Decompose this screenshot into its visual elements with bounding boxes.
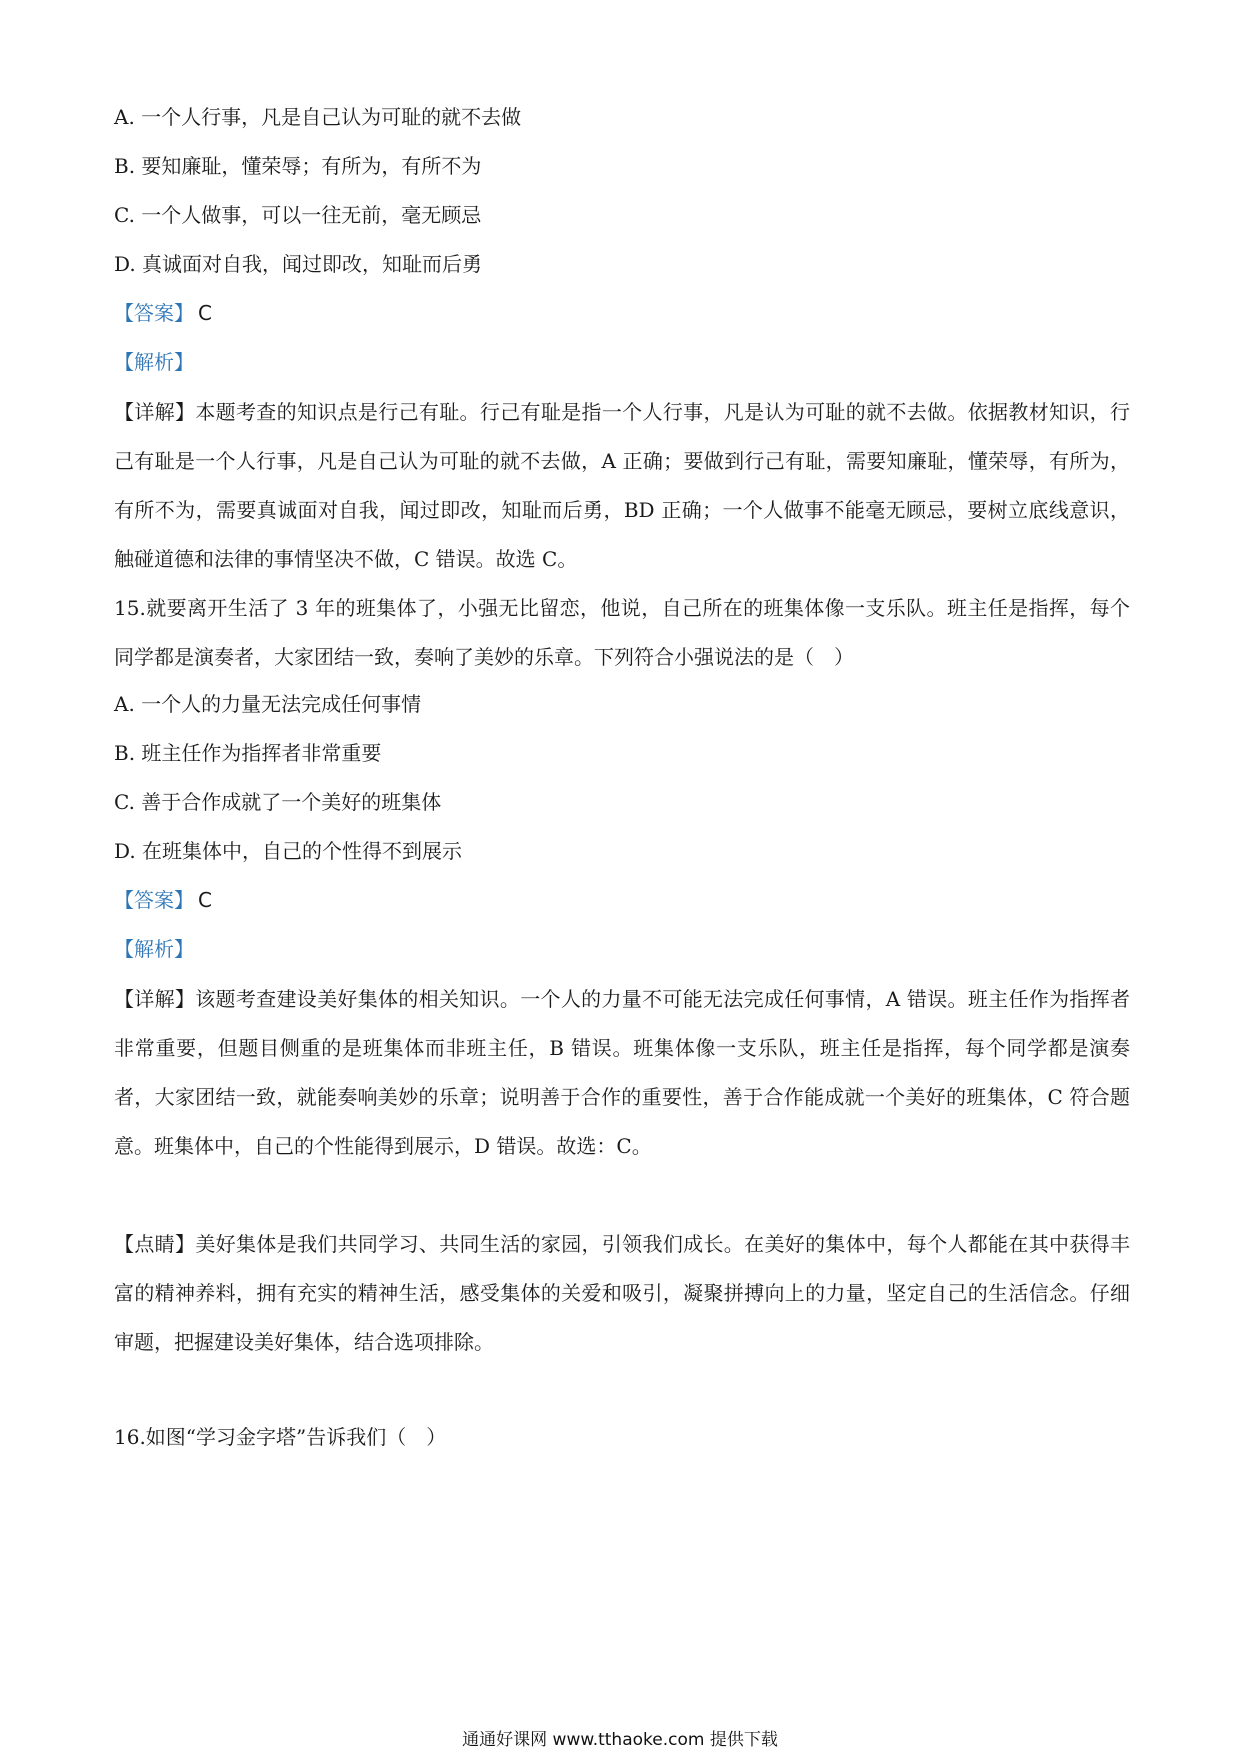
q15-answer-tag: 【答案】	[114, 888, 194, 912]
q14-option-d: D. 真诚面对自我，闻过即改，知耻而后勇	[114, 252, 483, 276]
q14-option-c: C. 一个人做事，可以一往无前，毫无顾忌	[114, 203, 482, 227]
q14-detail	[114, 388, 1130, 584]
q14-option-a: A. 一个人行事，凡是自己认为可耻的就不去做	[114, 105, 522, 129]
q15-detail-tag: 【详解】	[114, 987, 196, 1011]
q15-detail	[114, 975, 1130, 1171]
q14-analysis-tag: 【解析】	[114, 350, 194, 374]
q16-stem: 16.如图“学习金字塔”告诉我们（ ）	[114, 1425, 447, 1449]
q15-comment-tag: 【点睛】	[114, 1232, 196, 1256]
q15-option-c: C. 善于合作成就了一个美好的班集体	[114, 790, 442, 814]
q15-option-b: B. 班主任作为指挥者非常重要	[114, 741, 382, 765]
q14-option-b: B. 要知廉耻，懂荣辱；有所为，有所不为	[114, 154, 482, 178]
q15-option-a: A. 一个人的力量无法完成任何事情	[114, 692, 422, 716]
q15-answer-value: C	[198, 888, 212, 912]
q15-analysis-tag: 【解析】	[114, 937, 194, 961]
q14-analysis-heading	[114, 350, 1130, 374]
page-footer: 通通好课网 www.tthaoke.com 提供下载	[462, 1730, 778, 1750]
q14-answer-tag: 【答案】	[114, 301, 194, 325]
q14-answer-value: C	[198, 301, 212, 325]
q15-stem: 15.就要离开生活了 3 年的班集体了，小强无比留恋，他说，自己所在的班集体像一支乐队。班主任是指挥，每个同学都是演奏者，大家团结一致，奏响了美妙的乐章。下列符合小强说法的是（ ）	[114, 596, 1130, 669]
q15-answer	[114, 888, 1130, 912]
q14-answer	[114, 301, 1130, 325]
q14-detail-text: 本题考查的知识点是行己有耻。行己有耻是指一个人行事，凡是认为可耻的就不去做。依据教材知识，行己有耻是一个人行事，凡是自己认为可耻的就不去做，A 正确；要做到行己有耻，需要知廉耻，懂荣辱，有所为，有所不为，需要真诚面对自我，闻过即改，知耻而后勇，BD 正确；一个人做事不能毫无顾忌，要树立底线意识，触碰道德和法律的事情坚决不做，C 错误。故选 C。	[114, 400, 1131, 571]
q15-comment	[114, 1220, 1130, 1367]
q14-detail-tag: 【详解】	[114, 400, 196, 424]
q15-detail-text: 该题考查建设美好集体的相关知识。一个人的力量不可能无法完成任何事情，A 错误。班主任作为指挥者非常重要，但题目侧重的是班集体而非班主任，B 错误。班集体像一支乐队，班主任是指挥，每个同学都是演奏者，大家团结一致，就能奏响美妙的乐章；说明善于合作的重要性，善于合作能成就一个美好的班集体，C 符合题意。班集体中，自己的个性能得到展示，D 错误。故选：C。	[114, 987, 1130, 1158]
q15-analysis-heading	[114, 937, 1130, 961]
q15-option-d: D. 在班集体中，自己的个性得不到展示	[114, 839, 463, 863]
q15-comment-text: 美好集体是我们共同学习、共同生活的家园，引领我们成长。在美好的集体中，每个人都能在其中获得丰富的精神养料，拥有充实的精神生活，感受集体的关爱和吸引，凝聚拼搏向上的力量，坚定自己的生活信念。仔细审题，把握建设美好集体，结合选项排除。	[114, 1232, 1131, 1354]
